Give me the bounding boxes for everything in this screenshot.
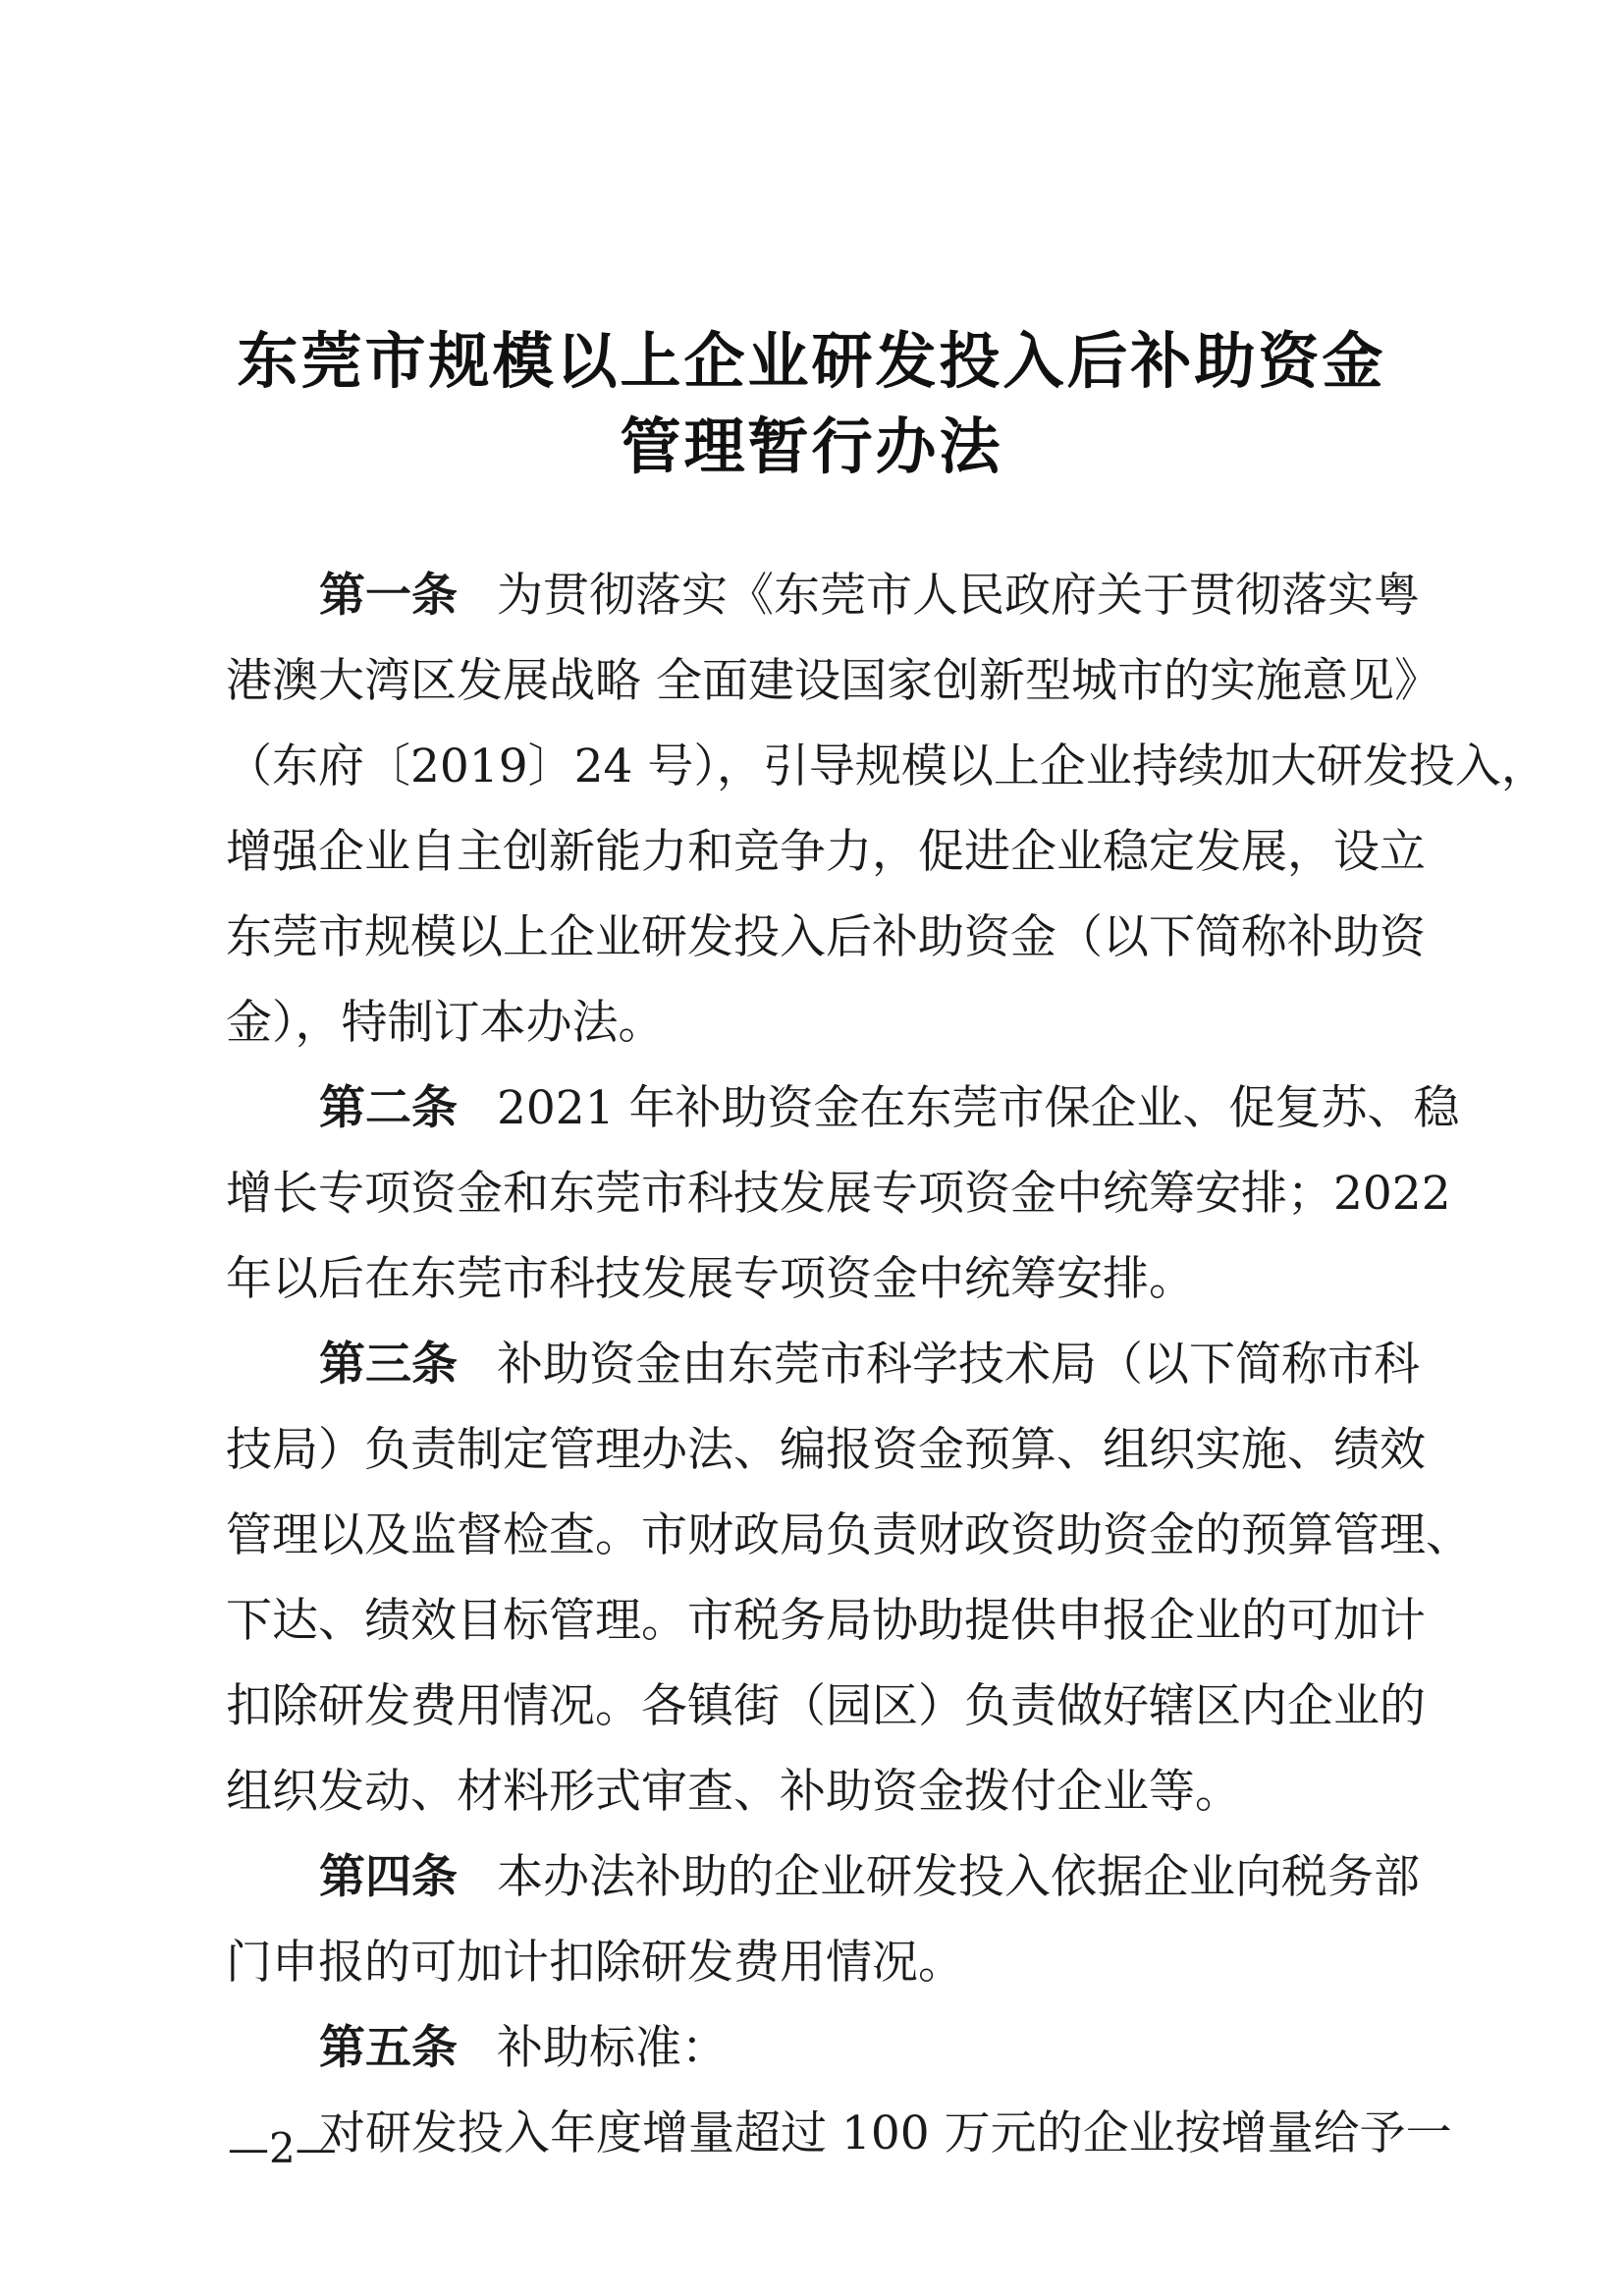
article-3-label: 第三条 xyxy=(319,1338,458,1392)
article-1-line: 增强企业自主创新能力和竞争力，促进企业稳定发展，设立 xyxy=(226,825,1426,879)
article-3-line: 技局）负责制定管理办法、编报资金预算、组织实施、绩效 xyxy=(226,1423,1426,1477)
article-3-first-line xyxy=(319,1338,1420,1392)
article-1-line: 金），特制订本办法。 xyxy=(226,996,665,1050)
article-1-text: 为贯彻落实《东莞市人民政府关于贯彻落实粤 xyxy=(497,569,1420,623)
article-4-first-line xyxy=(319,1850,1420,1904)
article-3-text: 补助资金由东莞市科学技术局（以下简称市科 xyxy=(497,1338,1420,1392)
article-3-line: 管理以及监督检查。市财政局负责财政资助资金的预算管理、 xyxy=(226,1508,1472,1562)
article-1-line: （东府〔2019〕24 号），引导规模以上企业持续加大研发投入， xyxy=(226,739,1547,793)
article-3-line: 扣除研发费用情况。各镇街（园区）负责做好辖区内企业的 xyxy=(226,1679,1426,1733)
article-2-line: 年以后在东莞市科技发展专项资金中统筹安排。 xyxy=(226,1252,1195,1306)
document-title-line-2: 管理暂行办法 xyxy=(620,410,1003,482)
article-1-line: 港澳大湾区发展战略 全面建设国家创新型城市的实施意见》 xyxy=(226,654,1440,708)
article-4-text: 本办法补助的企业研发投入依据企业向税务部 xyxy=(497,1850,1420,1904)
article-5-body-line: 对研发投入年度增量超过 100 万元的企业按增量给予一 xyxy=(319,2106,1452,2160)
article-2-label: 第二条 xyxy=(319,1081,458,1135)
article-5-text: 补助标准： xyxy=(497,2021,728,2075)
article-1-label: 第一条 xyxy=(319,569,458,623)
article-4-label: 第四条 xyxy=(319,1850,458,1904)
page-number: —2— xyxy=(228,2124,337,2172)
article-1-line: 东莞市规模以上企业研发投入后补助资金（以下简称补助资 xyxy=(226,910,1426,964)
article-3-line: 下达、绩效目标管理。市税务局协助提供申报企业的可加计 xyxy=(226,1594,1426,1648)
article-2-first-line xyxy=(319,1081,1460,1135)
article-2-line: 增长专项资金和东莞市科技发展专项资金中统筹安排；2022 xyxy=(226,1167,1451,1221)
article-1-first-line xyxy=(319,569,1420,623)
article-3-line: 组织发动、材料形式审查、补助资金拨付企业等。 xyxy=(226,1765,1241,1819)
article-2-text: 2021 年补助资金在东莞市保企业、促复苏、稳 xyxy=(497,1081,1460,1135)
article-4-line: 门申报的可加计扣除研发费用情况。 xyxy=(226,1936,964,1990)
article-5-label: 第五条 xyxy=(319,2021,458,2075)
article-5-first-line xyxy=(319,2021,1419,2075)
document-title-line-1: 东莞市规模以上企业研发投入后补助资金 xyxy=(237,325,1386,397)
